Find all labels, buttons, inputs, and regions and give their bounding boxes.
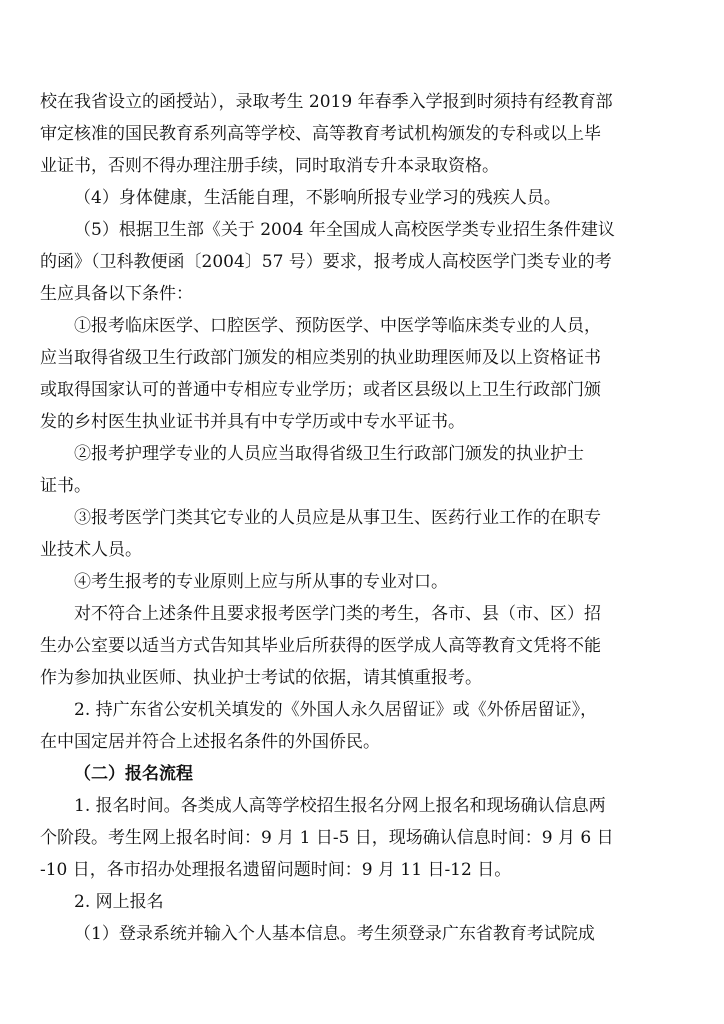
text-line: 在中国定居并符合上述报名条件的外国侨民。 (40, 732, 380, 752)
text-line: 业技术人员。 (40, 540, 142, 560)
paragraph-condition-3 (40, 502, 690, 566)
text-line: （二）报名流程 (74, 764, 193, 784)
text-line: -10 日，各市招办处理报名遗留问题时间：9 月 11 日-12 日。 (40, 860, 512, 880)
text-line: 审定核准的国民教育系列高等学校、高等教育考试机构颁发的专科或以上毕 (40, 124, 601, 144)
paragraph-foreign-residents (40, 694, 690, 758)
text-line: 2. 网上报名 (74, 892, 164, 912)
text-line: （1）登录系统并输入个人基本信息。考生须登录广东省教育考试院成 (74, 924, 595, 944)
paragraph-online-registration (74, 886, 724, 918)
text-line: （5）根据卫生部《关于 2004 年全国成人高校医学类专业招生条件建议 (74, 220, 615, 240)
paragraph-condition-2 (40, 438, 690, 502)
text-line: 1. 报名时间。各类成人高等学校招生报名分网上报名和现场确认信息两 (74, 796, 606, 816)
text-line: 生办公室要以适当方式告知其毕业后所获得的医学成人高等教育文凭将不能 (40, 636, 601, 656)
paragraph-graduation-requirement (40, 86, 690, 182)
paragraph-condition-1 (40, 310, 690, 438)
text-line: 作为参加执业医师、执业护士考试的依据，请其慎重报考。 (40, 668, 482, 688)
text-line: ③报考医学门类其它专业的人员应是从事卫生、医药行业工作的在职专 (74, 508, 601, 528)
paragraph-registration-time (40, 790, 690, 886)
paragraph-item-5 (40, 214, 690, 310)
text-line: 业证书，否则不得办理注册手续，同时取消专升本录取资格。 (40, 156, 499, 176)
text-line: 对不符合上述条件且要求报考医学门类的考生，各市、县（市、区）招 (74, 604, 601, 624)
paragraph-login-step (74, 918, 724, 950)
text-line: 生应具备以下条件： (40, 284, 193, 304)
paragraph-condition-4 (74, 566, 724, 598)
paragraph-item-4 (74, 182, 724, 214)
text-line: 应当取得省级卫生行政部门颁发的相应类别的执业助理医师及以上资格证书 (40, 348, 601, 368)
section-heading-registration-process (74, 758, 724, 790)
text-line: 个阶段。考生网上报名时间：9 月 1 日-5 日，现场确认信息时间：9 月 6 日 (40, 828, 614, 848)
text-line: ①报考临床医学、口腔医学、预防医学、中医学等临床类专业的人员， (74, 316, 601, 336)
text-line: 证书。 (40, 476, 91, 496)
paragraph-notice (40, 598, 690, 694)
text-line: 发的乡村医生执业证书并具有中专学历或中专水平证书。 (40, 412, 465, 432)
text-line: （4）身体健康，生活能自理，不影响所报专业学习的残疾人员。 (74, 188, 561, 208)
text-line: 校在我省设立的函授站），录取考生 2019 年春季入学报到时须持有经教育部 (40, 92, 613, 112)
text-line: ②报考护理学专业的人员应当取得省级卫生行政部门颁发的执业护士 (74, 444, 584, 464)
text-line: 的函》（卫科教便函〔2004〕57 号）要求，报考成人高校医学门类专业的考 (40, 252, 612, 272)
text-line: 2. 持广东省公安机关填发的《外国人永久居留证》或《外侨居留证》， (74, 700, 598, 720)
text-line: ④考生报考的专业原则上应与所从事的专业对口。 (74, 572, 448, 592)
text-line: 或取得国家认可的普通中专相应专业学历；或者区县级以上卫生行政部门颁 (40, 380, 601, 400)
